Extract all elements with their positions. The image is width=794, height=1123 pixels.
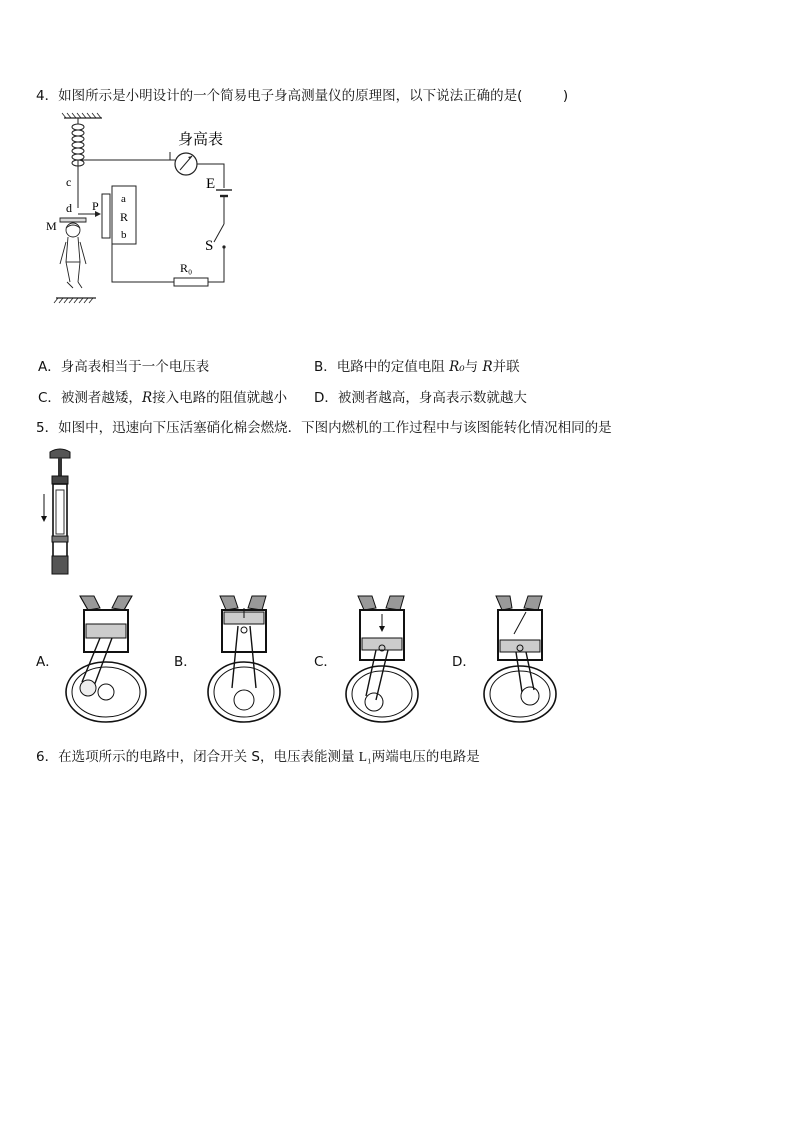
l1-symbol: L₁ — [358, 749, 372, 764]
question-5-stem: 5．如图中，迅速向下压活塞硝化棉会燃烧．下图内燃机的工作过程中与该图能转化情况相同的是 — [36, 420, 612, 436]
q4-option-b[interactable]: B．电路中的定值电阻 R₀与 R并联 — [314, 359, 520, 375]
svg-text:a: a — [121, 193, 126, 205]
height-meter-circuit-diagram — [40, 112, 250, 312]
q4-option-d[interactable]: D．被测者越高，身高表示数就越大 — [314, 390, 527, 406]
question-4-stem: 4．如图所示是小明设计的一个简易电子身高测量仪的原理图，以下说法正确的是( ) — [36, 88, 569, 104]
q5-option-c-label[interactable]: C． — [314, 654, 337, 670]
label-battery: E — [206, 176, 216, 192]
label-switch: S — [205, 238, 214, 254]
q4-option-a[interactable]: A．身高表相当于一个电压表 — [38, 359, 210, 375]
svg-text:P: P — [92, 199, 99, 213]
resistor-r0 — [174, 278, 208, 286]
engine-diagram-a — [64, 592, 148, 724]
engine-diagram-d — [478, 592, 562, 724]
svg-text:R: R — [120, 210, 129, 224]
person-figure — [60, 218, 86, 288]
q4-option-c[interactable]: C．被测者越矮，R接入电路的阻值就越小 — [38, 390, 288, 406]
svg-text:M: M — [46, 219, 57, 233]
svg-text:d: d — [66, 201, 72, 215]
svg-text:b: b — [121, 229, 127, 241]
q5-option-a-label[interactable]: A． — [36, 654, 59, 670]
piston-syringe-figure — [42, 446, 82, 578]
label-r0: R₀ — [180, 261, 193, 275]
variable-resistor — [102, 194, 110, 238]
q5-option-d-label[interactable]: D． — [452, 654, 476, 670]
height-meter-dial — [175, 153, 197, 175]
engine-diagram-b — [202, 592, 286, 724]
q5-option-b-label[interactable]: B． — [174, 654, 197, 670]
question-6-stem: 6．在选项所示的电路中，闭合开关 S，电压表能测量 L₁两端电压的电路是 — [36, 749, 480, 765]
label-meter: 身高表 — [178, 132, 224, 148]
svg-text:c: c — [66, 175, 72, 189]
engine-diagram-c — [340, 592, 424, 724]
